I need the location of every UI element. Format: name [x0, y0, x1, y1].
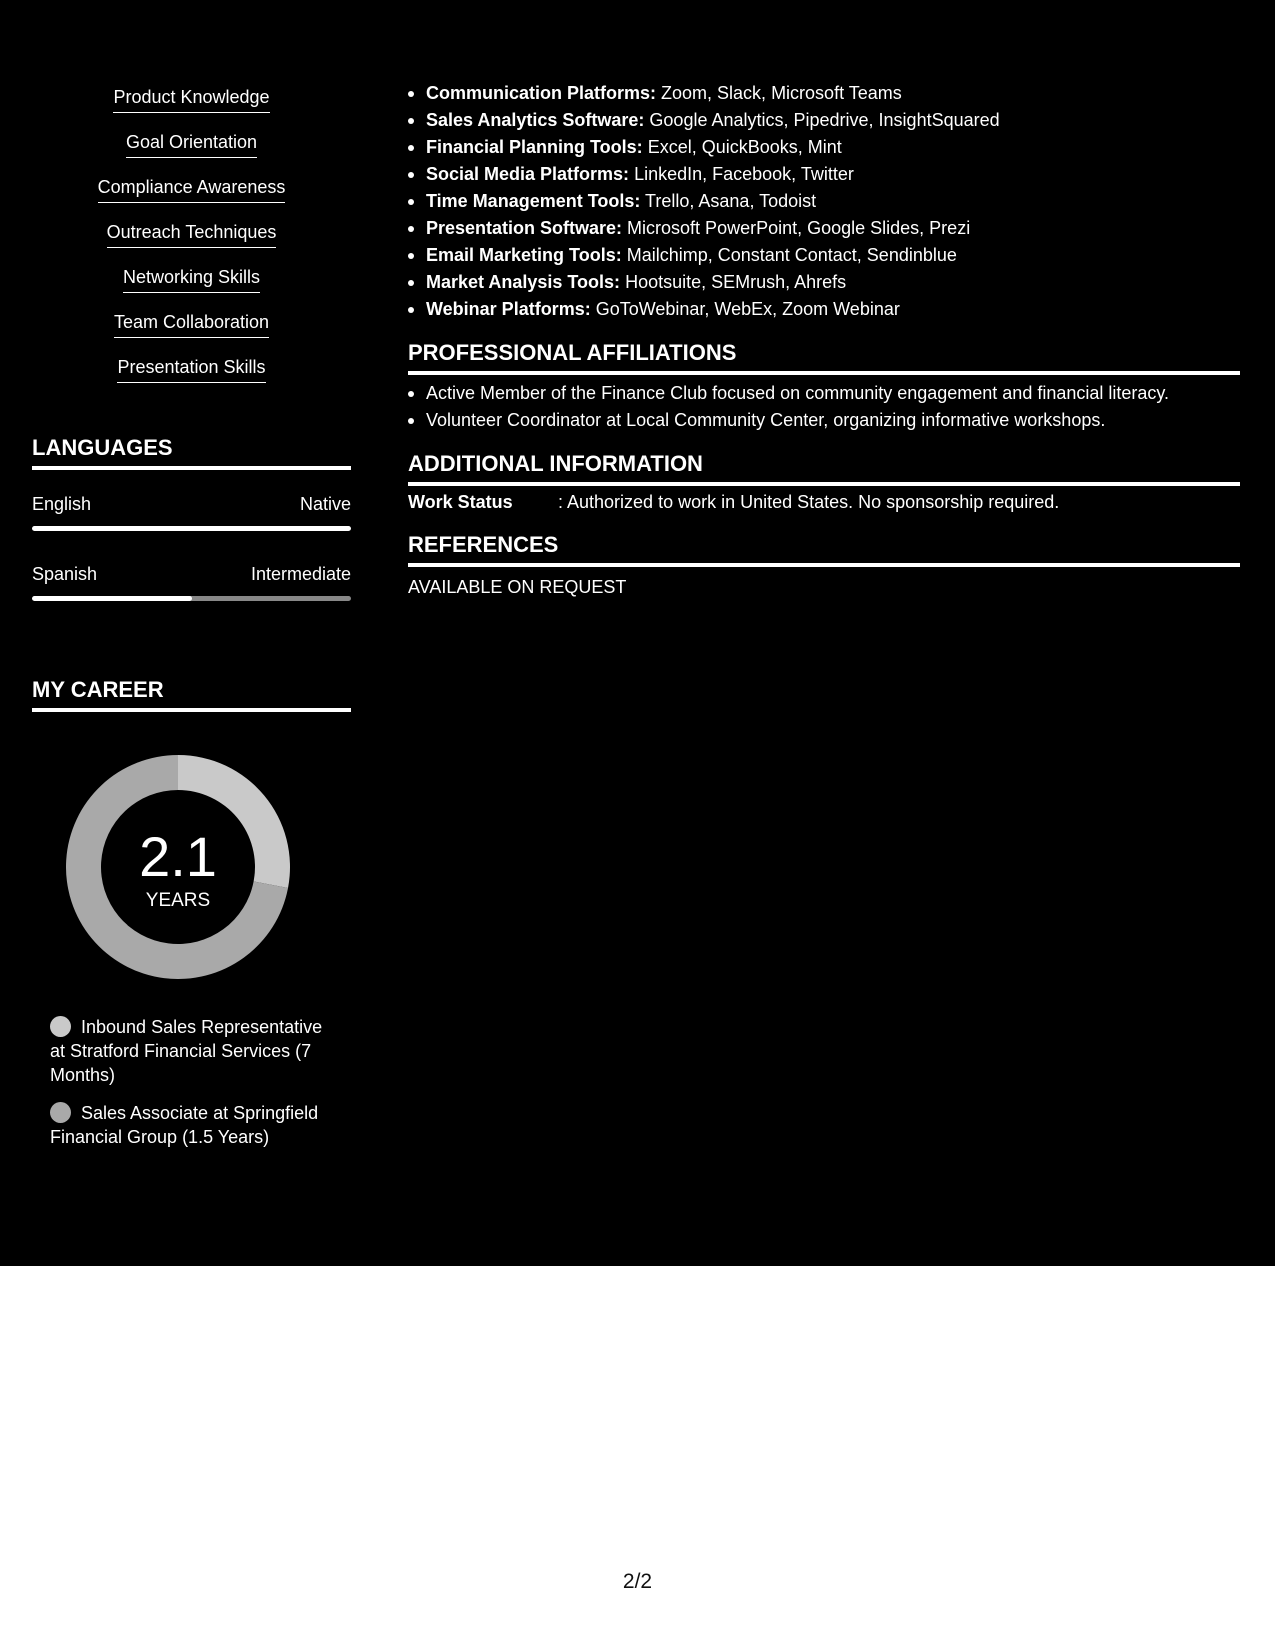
language-spanish: [32, 562, 351, 601]
references-text: AVAILABLE ON REQUEST: [408, 577, 627, 597]
affiliations-heading: PROFESSIONAL AFFILIATIONS: [408, 339, 1240, 375]
tool-item: Webinar Platforms: GoToWebinar, WebEx, Zoom Webinar: [408, 296, 1240, 323]
language-level: Native: [299, 494, 351, 514]
career-item: Inbound Sales Representative at Stratford Financial Services (7 Months): [50, 1017, 323, 1085]
language-name: Spanish: [32, 564, 98, 584]
affiliations-list: [408, 380, 1240, 434]
tools-list: [408, 80, 1240, 323]
skills-list: [32, 86, 351, 401]
languages-heading: LANGUAGES: [32, 434, 351, 470]
references-heading: REFERENCES: [408, 531, 1240, 567]
tool-item: Email Marketing Tools: Mailchimp, Constant Contact, Sendinblue: [408, 242, 1240, 269]
language-level-bar: [32, 526, 351, 531]
skill-item: Outreach Techniques: [32, 221, 351, 266]
tool-item: Financial Planning Tools: Excel, QuickBooks, Mint: [408, 134, 1240, 161]
language-english: [32, 492, 351, 531]
language-name: English: [32, 494, 92, 514]
tool-item: Communication Platforms: Zoom, Slack, Microsoft Teams: [408, 80, 1240, 107]
career-total-unit: YEARS: [145, 890, 211, 911]
skill-item: Compliance Awareness: [32, 176, 351, 221]
career-heading: MY CAREER: [32, 676, 351, 712]
page-number: 2/2: [622, 1570, 653, 1593]
language-level-bar: [32, 596, 351, 601]
skill-item: Goal Orientation: [32, 131, 351, 176]
career-legend: [50, 1015, 330, 1163]
affiliation-item: Active Member of the Finance Club focused on community engagement and financial literacy.: [408, 380, 1240, 407]
work-status-value: : Authorized to work in United States. No sponsorship required.: [558, 492, 1060, 512]
affiliation-item: Volunteer Coordinator at Local Community Center, organizing informative workshops.: [408, 407, 1240, 434]
work-status-label: Work Status: [408, 492, 513, 512]
skill-item: Product Knowledge: [32, 86, 351, 131]
career-total-years: 2.1: [139, 825, 217, 888]
language-level-fill: [32, 526, 351, 531]
additional-info-heading: ADDITIONAL INFORMATION: [408, 450, 1240, 486]
legend-dot-icon: [50, 1016, 71, 1037]
career-item: Sales Associate at Springfield Financial Group (1.5 Years): [50, 1103, 319, 1147]
career-donut: [66, 755, 290, 979]
skill-item: Team Collaboration: [32, 311, 351, 356]
language-level: Intermediate: [250, 564, 351, 584]
legend-dot-icon: [50, 1102, 71, 1123]
tool-item: Presentation Software: Microsoft PowerPoint, Google Slides, Prezi: [408, 215, 1240, 242]
tool-item: Market Analysis Tools: Hootsuite, SEMrush, Ahrefs: [408, 269, 1240, 296]
skill-item: Presentation Skills: [32, 356, 351, 401]
tool-item: Sales Analytics Software: Google Analytics, Pipedrive, InsightSquared: [408, 107, 1240, 134]
tool-item: Social Media Platforms: LinkedIn, Facebook, Twitter: [408, 161, 1240, 188]
tool-item: Time Management Tools: Trello, Asana, Todoist: [408, 188, 1240, 215]
language-level-fill: [32, 596, 192, 601]
skill-item: Networking Skills: [32, 266, 351, 311]
work-status: [408, 490, 1240, 514]
